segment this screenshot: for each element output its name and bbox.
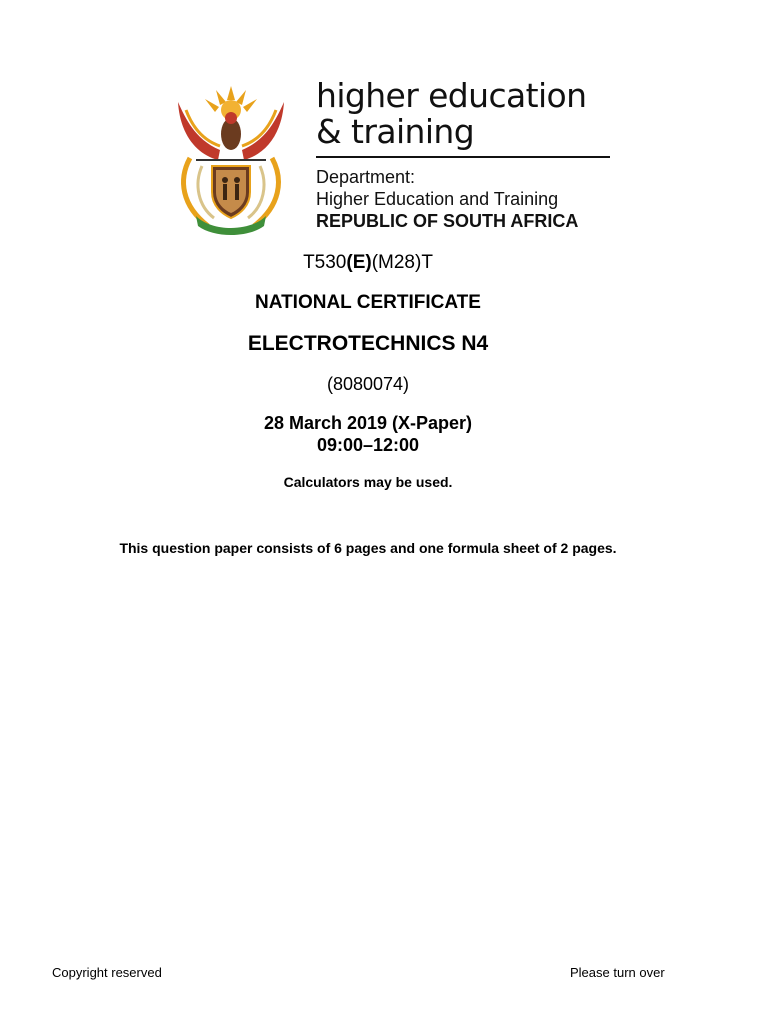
paper-code-language: (E) <box>346 252 372 273</box>
brand-line-2: & training <box>316 112 475 151</box>
department-country: REPUBLIC OF SOUTH AFRICA <box>316 211 579 231</box>
footer-copyright: Copyright reserved <box>52 965 162 980</box>
department-name: Higher Education and Training <box>316 189 559 209</box>
department-branding <box>316 78 616 232</box>
subject-title: ELECTROTECHNICS N4 <box>247 332 489 355</box>
brand-line-1: higher education <box>316 76 587 115</box>
calculators-note: Calculators may be used. <box>283 474 453 490</box>
department-label: Department: <box>316 167 416 187</box>
paper-code-prefix: T530 <box>303 252 347 273</box>
pages-note: This question paper consists of 6 pages and one formula sheet of 2 pages. <box>119 540 617 556</box>
south-africa-coat-of-arms-icon <box>168 80 294 236</box>
certificate-title: NATIONAL CERTIFICATE <box>255 292 481 313</box>
footer-turn-over: Please turn over <box>570 965 665 980</box>
paper-code <box>0 252 736 274</box>
exam-time: 09:00–12:00 <box>316 435 420 455</box>
subject-number: (8080074) <box>326 374 410 394</box>
brand-divider <box>316 156 610 158</box>
exam-date: 28 March 2019 (X-Paper) <box>263 413 473 433</box>
paper-code-suffix: (M28)T <box>371 252 433 273</box>
